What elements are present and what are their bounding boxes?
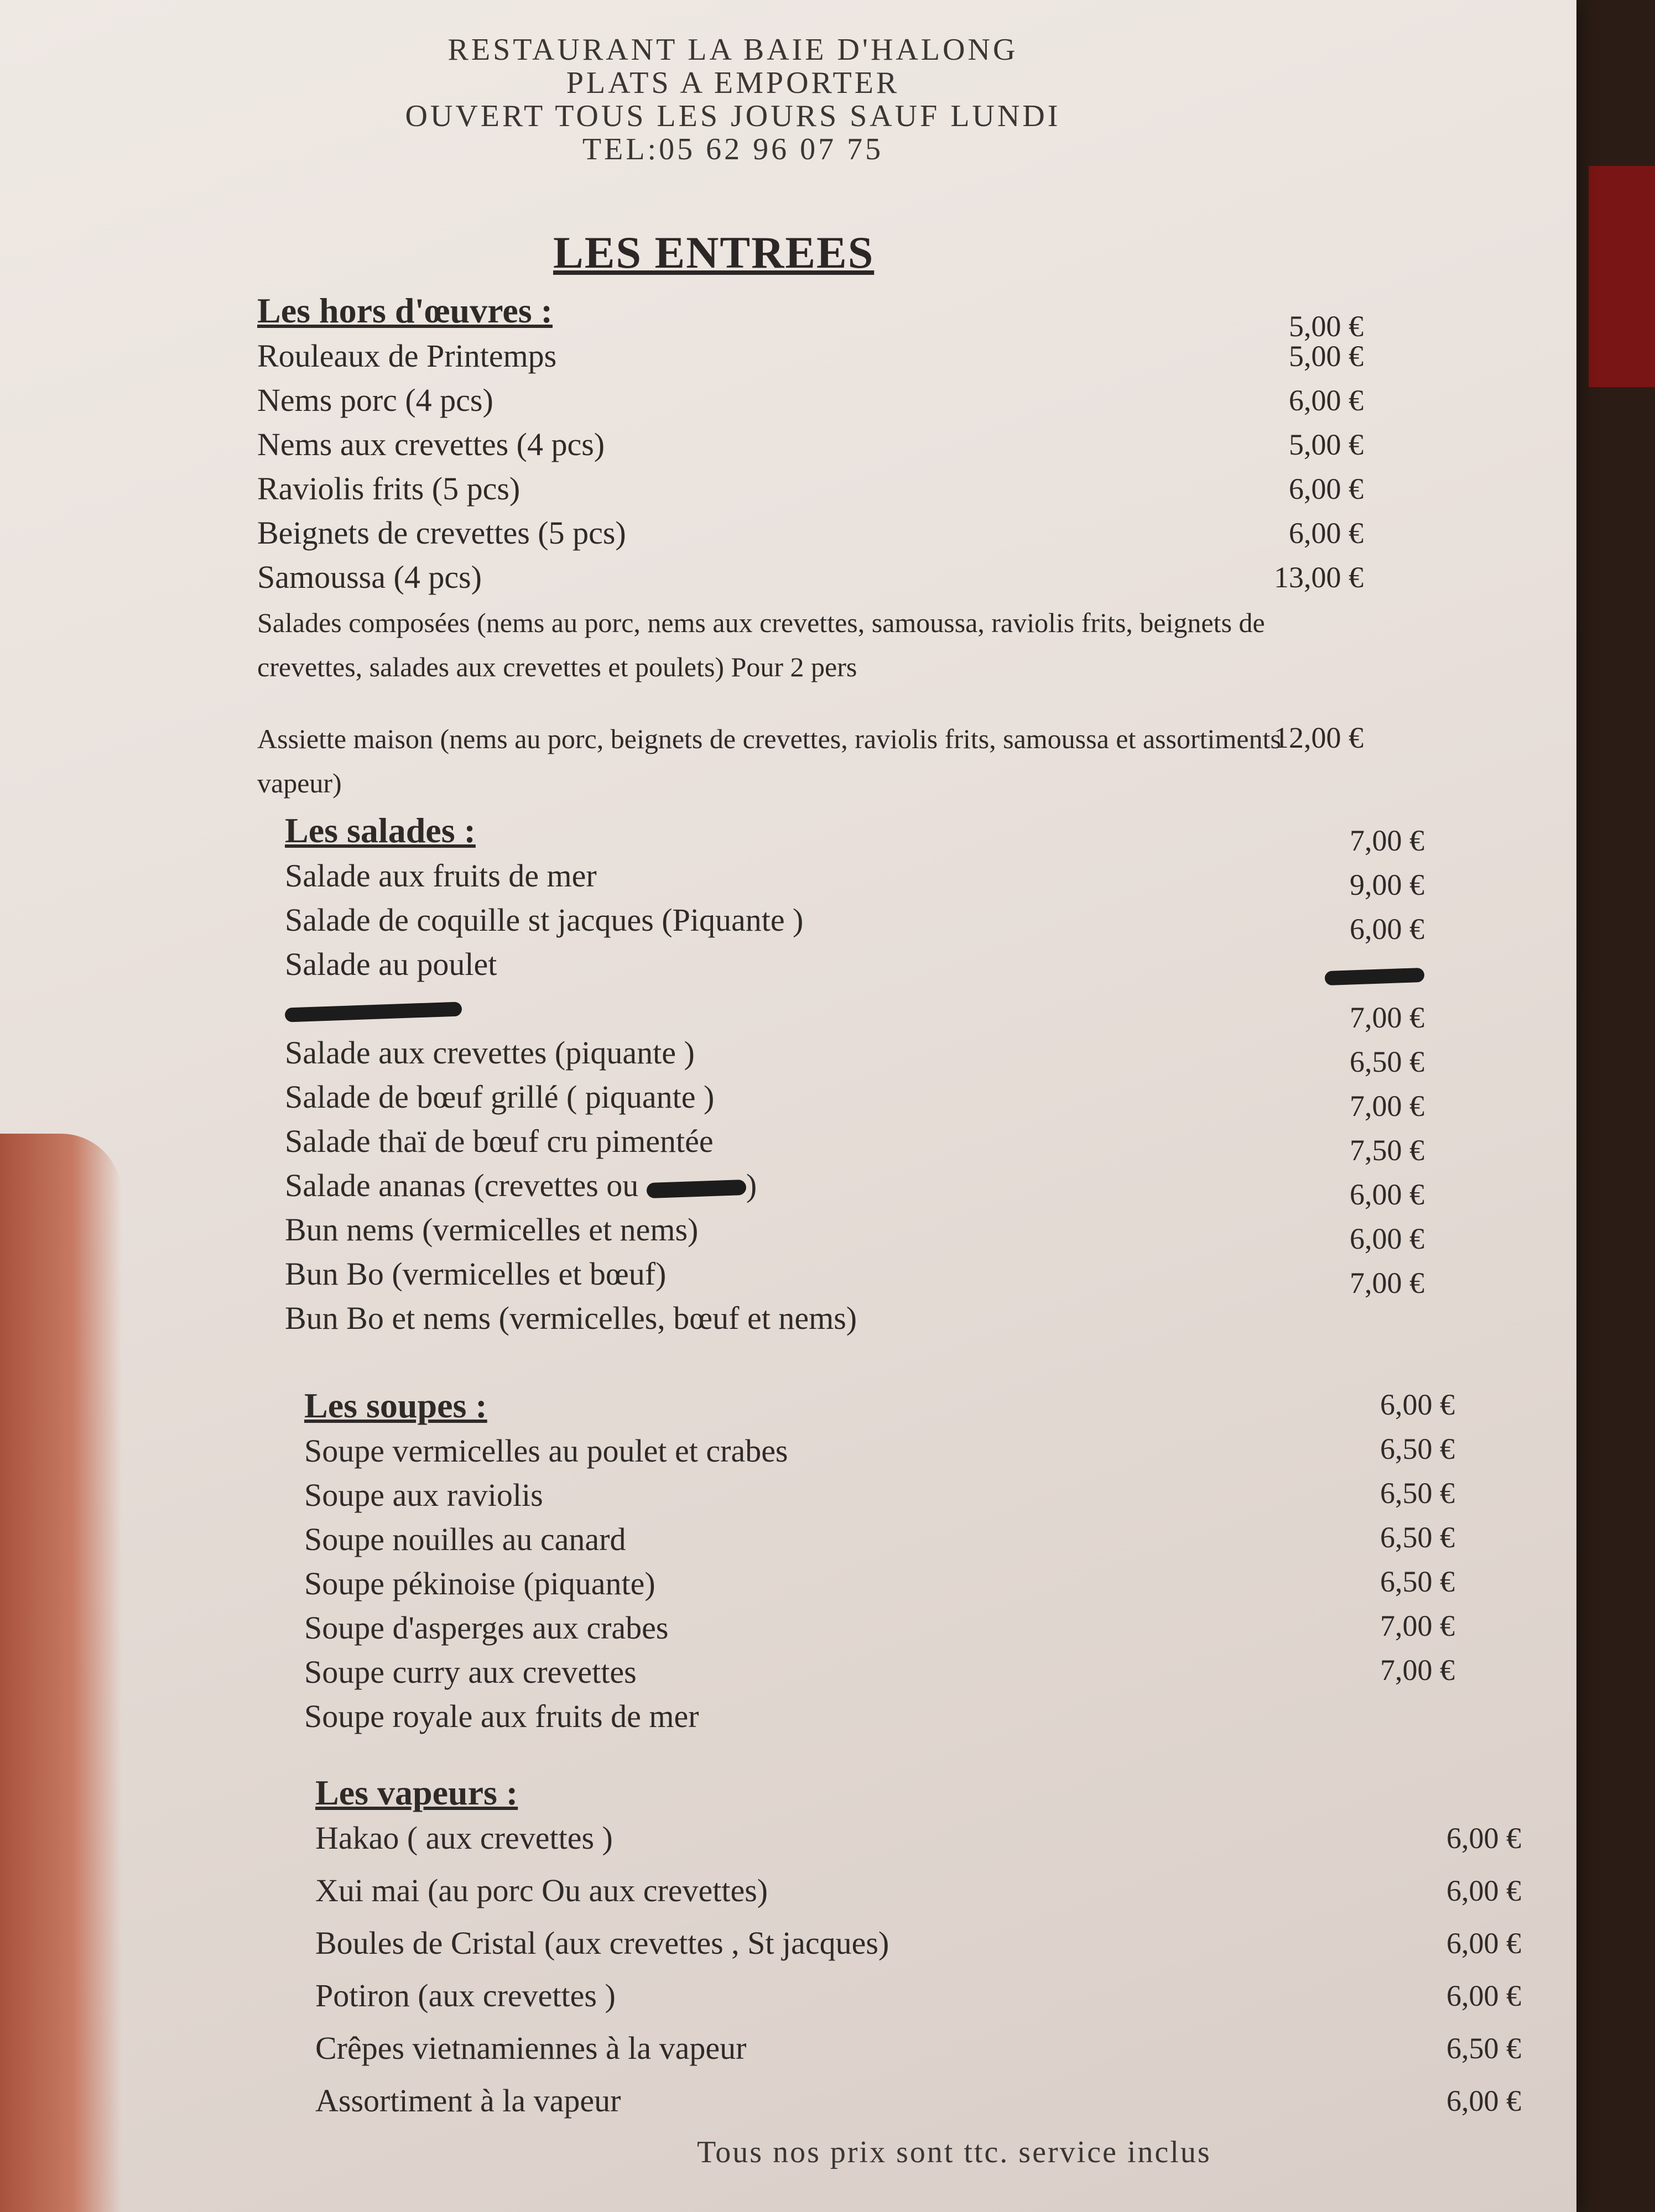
list-item [304,1694,1455,1739]
list-item [285,1075,1424,1119]
item-name: Salade au poulet [285,946,497,982]
vapeurs-title: Les vapeurs : [315,1773,518,1812]
list-item [304,1650,1455,1694]
redaction-scribble [1325,967,1425,985]
restaurant-header [332,33,1134,166]
list-item [315,2026,1521,2079]
item-price: 6,00 € [1350,1178,1424,1211]
hors-oeuvres-section [257,288,1363,799]
salades-price-column [1325,818,1424,1305]
item-name: Samoussa (4 pcs) [257,559,482,595]
list-item [285,1031,1424,1075]
list-item [285,1296,1424,1340]
item-price: 6,50 € [1380,1477,1455,1510]
item-name: Assiette maison (nems au porc, beignets de crevettes, raviolis frits, samoussa et assortiments vapeur) [257,723,1281,799]
item-name: Rouleaux de Printemps [257,338,557,374]
item-name: Potiron (aux crevettes ) [315,1978,616,2013]
item-price: 6,50 € [1380,1432,1455,1465]
item-price: 7,00 € [1380,1653,1455,1687]
item-price: 7,00 € [1350,1266,1424,1300]
list-item [257,334,1363,378]
item-price: 6,00 € [1289,472,1363,505]
takeaway-line: PLATS A EMPORTER [566,66,900,100]
item-name: Nems porc (4 pcs) [257,382,493,418]
item-name: Crêpes vietnamiennes à la vapeur [315,2030,747,2066]
item-name: Soupe pékinoise (piquante) [304,1566,655,1601]
list-item [257,555,1363,599]
list-item [285,1119,1424,1164]
list-item [304,1473,1455,1517]
list-item [257,467,1363,511]
list-item [257,599,1363,716]
item-name: Salade de coquille st jacques (Piquante ) [285,902,804,938]
item-price: 6,00 € [1380,1388,1455,1421]
item-name: Bun Bo et nems (vermicelles, bœuf et nems) [285,1300,857,1336]
item-name: Soupe curry aux crevettes [304,1654,637,1690]
item-price: 6,00 € [1289,517,1363,550]
item-price: 9,00 € [1350,868,1424,901]
item-price: 7,00 € [1380,1609,1455,1642]
item-name: Soupe royale aux fruits de mer [304,1698,699,1734]
item-name [285,1164,757,1208]
item-name: Salade de bœuf grillé ( piquante ) [285,1079,715,1115]
restaurant-name: RESTAURANT LA BAIE D'HALONG [447,33,1018,67]
soupes-price-column [1380,1383,1455,1692]
item-price-redacted [1325,951,1424,995]
item-name: Hakao ( aux crevettes ) [315,1820,613,1856]
item-price: 6,00 € [1350,912,1424,946]
item-name: Soupe vermicelles au poulet et crabes [304,1433,788,1469]
item-name: Assortiment à la vapeur [315,2083,621,2119]
holding-thumb [0,1134,122,2212]
item-price: 12,00 € [1274,721,1363,754]
footer-note: Tous nos prix sont ttc. service inclus [697,2135,1211,2169]
item-price: 6,50 € [1380,1565,1455,1598]
list-item [315,2079,1521,2131]
vapeurs-section [315,1770,1521,2131]
page-title: LES ENTREES [553,227,875,278]
item-price: 6,50 € [1380,1521,1455,1554]
list-item [285,1164,1424,1208]
item-name-redacted [285,987,462,1031]
item-name: Beignets de crevettes (5 pcs) [257,515,626,551]
list-item [285,1208,1424,1252]
list-item [315,1869,1521,1921]
item-name: Soupe d'asperges aux crabes [304,1610,669,1646]
item-name: Raviolis frits (5 pcs) [257,471,521,507]
item-name: Boules de Cristal (aux crevettes , St jacques) [315,1925,889,1961]
item-price: 6,00 € [1446,1874,1521,1907]
item-price: 6,00 € [1289,384,1363,417]
phone-number: TEL:05 62 96 07 75 [582,132,884,166]
item-name: Salades composées (nems au porc, nems aux crevettes, samoussa, raviolis frits, beignets de crevettes, salades aux crevettes et poulets) Pour 2 pers [257,607,1265,682]
item-price: 6,50 € [1350,1045,1424,1078]
soupes-section [304,1383,1455,1739]
item-price: 5,00 € [1289,340,1363,373]
item-price: 6,00 € [1446,2084,1521,2117]
item-name: Xui mai (au porc Ou aux crevettes) [315,1872,768,1908]
item-price: 6,00 € [1446,1927,1521,1960]
hors-oeuvres-title: Les hors d'œuvres : [257,291,553,330]
list-item-redacted [285,987,1424,1031]
item-price: 6,00 € [1350,1222,1424,1255]
item-price: 13,00 € [1274,561,1363,594]
item-price: 6,50 € [1446,2032,1521,2065]
item-price: 7,50 € [1350,1134,1424,1167]
item-price: 5,00 € [1289,428,1363,461]
list-item [304,1606,1455,1650]
item-name: Soupe aux raviolis [304,1477,543,1513]
item-price: 7,00 € [1350,824,1424,857]
redaction-scribble [285,1001,462,1022]
list-item [257,716,1363,799]
item-price: 6,00 € [1446,1979,1521,2012]
item-name-suffix: ) [746,1167,757,1203]
redaction-scribble [646,1180,746,1198]
list-item [315,1921,1521,1974]
list-item [304,1429,1455,1473]
list-item [285,898,1424,942]
item-name: Nems aux crevettes (4 pcs) [257,426,605,462]
opening-hours: OUVERT TOUS LES JOURS SAUF LUNDI [405,99,1061,133]
item-price: 6,00 € [1446,1822,1521,1855]
soupes-title: Les soupes : [304,1386,487,1425]
list-item [304,1562,1455,1606]
list-item [315,1816,1521,1869]
item-name: Bun Bo (vermicelles et bœuf) [285,1256,667,1292]
background-red-band [1589,166,1655,387]
list-item [285,942,1424,987]
item-name: Bun nems (vermicelles et nems) [285,1212,699,1248]
item-price: 7,00 € [1350,1001,1424,1034]
item-name: Salade aux fruits de mer [285,858,597,894]
item-price: 7,00 € [1350,1089,1424,1123]
list-item [304,1517,1455,1562]
hors-oeuvres-price-5: 5,00 € [1289,310,1363,343]
list-item [257,511,1363,555]
salades-title: Les salades : [285,811,476,850]
salades-section [285,807,1424,1340]
item-name: Salade aux crevettes (piquante ) [285,1035,695,1071]
item-name: Salade thaï de bœuf cru pimentée [285,1123,714,1159]
list-item [285,854,1424,898]
list-item [257,422,1363,467]
item-name: Soupe nouilles au canard [304,1521,626,1557]
list-item [285,1252,1424,1296]
list-item [257,378,1363,422]
list-item [315,1974,1521,2026]
item-name-text: Salade ananas (crevettes ou [285,1167,639,1203]
